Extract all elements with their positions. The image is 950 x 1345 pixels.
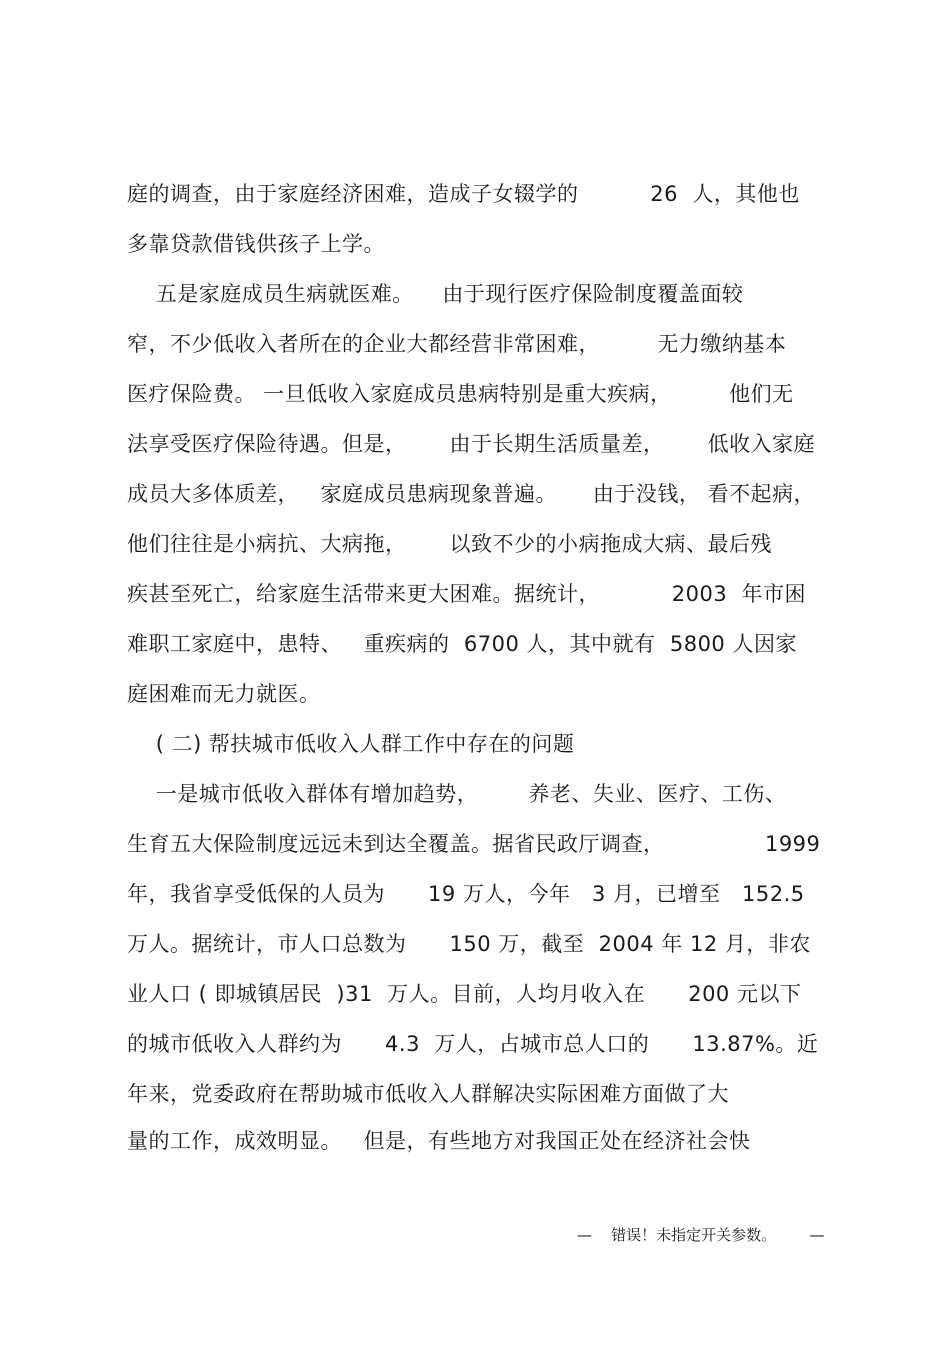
body-text-line: 庭的调查，由于家庭经济困难，造成子女辍学的 26 人，其他也: [127, 182, 800, 206]
body-text-line: 年来，党委政府在帮助城市低收入人群解决实际困难方面做了大: [127, 1082, 729, 1106]
body-text-line: 疾甚至死亡，给家庭生活带来更大困难。据统计， 2003 年市困: [127, 582, 807, 606]
body-text-line: 的城市低收入人群约为 4.3 万人，占城市总人口的 13.87%。近: [127, 1032, 819, 1056]
body-text-line: 成员大多体质差， 家庭成员患病现象普遍。 由于没钱， 看不起病，: [127, 482, 816, 506]
body-text-line: 五是家庭成员生病就医难。 由于现行医疗保险制度覆盖面较: [127, 282, 744, 306]
body-text-line: 医疗保险费。 一旦低收入家庭成员患病特别是重大疾病， 他们无: [127, 382, 794, 406]
body-text-line: 多靠贷款借钱供孩子上学。: [127, 232, 385, 256]
body-text-line: 难职工家庭中，患特、 重疾病的 6700 人，其中就有 5800 人因家: [127, 632, 797, 656]
body-text-line: 业人口 ( 即城镇居民 )31 万人。目前，人均月收入在 200 元以下: [127, 982, 802, 1006]
body-text-line: 他们往往是小病抗、大病拖， 以致不少的小病拖成大病、最后残: [127, 532, 773, 556]
body-text-line: 庭困难而无力就医。: [127, 682, 321, 706]
body-text-line: 万人。据统计，市人口总数为 150 万，截至 2004 年 12 月，非农: [127, 932, 811, 956]
body-text-line: 窄，不少低收入者所在的企业大都经营非常困难， 无力缴纳基本: [127, 332, 787, 356]
section-heading: ( 二) 帮扶城市低收入人群工作中存在的问题: [127, 732, 575, 756]
body-text-line: 量的工作，成效明显。 但是，有些地方对我国正处在经济社会快: [127, 1129, 751, 1153]
body-text-line: 一是城市低收入群体有增加趋势， 养老、失业、医疗、工伤、: [127, 782, 787, 806]
body-text-line: 法享受医疗保险待遇。但是， 由于长期生活质量差， 低收入家庭: [127, 432, 816, 456]
body-text-line: 年，我省享受低保的人员为 19 万人，今年 3 月，已增至 152.5: [127, 882, 805, 906]
page-footer: — 错误！未指定开关参数。 —: [577, 1226, 825, 1244]
body-text-line: 生育五大保险制度远远未到达全覆盖。据省民政厅调查， 1999: [127, 832, 821, 856]
